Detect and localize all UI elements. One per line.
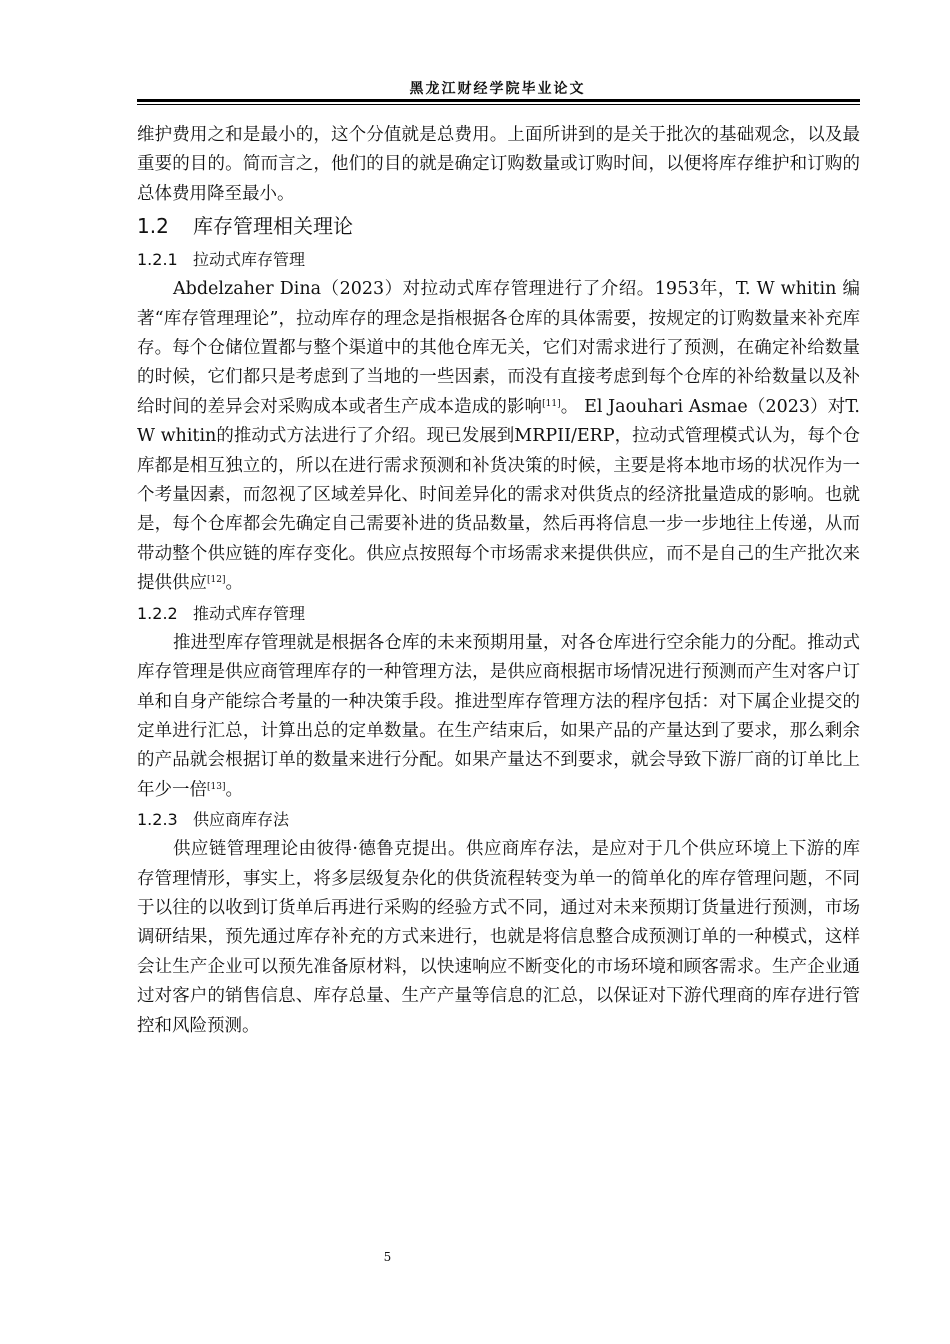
section-title: 库存管理相关理论 bbox=[193, 214, 353, 239]
running-header-title: 黑龙江财经学院毕业论文 bbox=[409, 81, 586, 97]
header-rule-thick bbox=[137, 99, 860, 102]
paragraph-pull-inventory bbox=[137, 275, 860, 598]
paragraph-push-inventory bbox=[137, 629, 860, 805]
citation-11: [11] bbox=[542, 398, 561, 409]
paragraph-vendor-inventory: 供应链管理理论由彼得·德鲁克提出。供应商库存法，是应对于几个供应环境上下游的库存管理情形，事实上，将多层级复杂化的供货流程转变为单一的简单化的库存管理问题，不同于以往的以收到订货单后再进行采购的经验方式不同，通过对未来预期订货量进行预测，市场调研结果，预先通过库存补充的方式来进行，也就是将信息整合成预测订单的一种模式，这样会让生产企业可以预先准备原材料，以快速响应不断变化的市场环境和顾客需求。生产企业通过对客户的销售信息、库存总量、生产产量等信息的汇总，以保证对下游代理商的库存进行管控和风险预测。 bbox=[137, 839, 860, 1036]
intro-paragraph: 维护费用之和是最小的，这个分值就是总费用。上面所讲到的是关于批次的基础观念，以及最重要的目的。简而言之，他们的目的就是确定订购数量或订购时间，以便将库存维护和订购的总体费用降至最小。 bbox=[137, 125, 860, 204]
subsection-number: 1.2.2 bbox=[137, 603, 178, 623]
paragraph-text: 。 bbox=[225, 779, 243, 800]
subsection-number: 1.2.1 bbox=[137, 250, 178, 270]
header-rule-thin bbox=[137, 104, 860, 105]
citation-13: [13] bbox=[207, 781, 226, 792]
paragraph-text: Abdelzaher Dina（2023）对拉动式库存管理进行了介绍。1953年，T. W whitin 编著“库存管理理论”，拉动库存的理念是指根据各仓库的具体需要，按规定的订购数量来补充库存。每个仓储位置都与整个渠道中的其他仓库无关，它们对需求进行了预测，在确定补给数量的时候，它们都只是考虑到了当地的一些因素，而没有直接考虑到每个仓库的补给数量以及补给时间的差异会对采购成本或者生产成本造成的影响 bbox=[137, 279, 860, 417]
citation-12: [12] bbox=[207, 575, 226, 586]
paragraph-text: 推进型库存管理就是根据各仓库的未来预期用量，对各仓库进行空余能力的分配。推动式库存管理是供应商管理库存的一种管理方法，是供应商根据市场情况进行预测而产生对客户订单和自身产能综合考量的一种决策手段。推进型库存管理方法的程序包括：对下属企业提交的定单进行汇总，计算出总的定单数量。在生产结束后，如果产品的产量达到了要求，那么剩余的产品就会根据订单的数量来进行分配。如果产量达不到要求，就会导致下游厂商的订单比上年少一倍 bbox=[137, 632, 860, 800]
subsection-heading-1-2-1 bbox=[137, 245, 860, 275]
subsection-title: 推动式库存管理 bbox=[193, 603, 306, 623]
page-number: 5 bbox=[383, 1250, 392, 1264]
section-heading-1-2 bbox=[137, 211, 860, 241]
page-body bbox=[137, 121, 860, 1041]
paragraph-text: 。 bbox=[225, 573, 243, 594]
subsection-heading-1-2-3 bbox=[137, 805, 860, 835]
subsection-title: 供应商库存法 bbox=[193, 810, 290, 830]
subsection-title: 拉动式库存管理 bbox=[193, 250, 306, 270]
section-number: 1.2 bbox=[137, 214, 169, 239]
subsection-heading-1-2-2 bbox=[137, 599, 860, 629]
subsection-number: 1.2.3 bbox=[137, 810, 178, 830]
paragraph-text: 。 El Jaouhari Asmae（2023）对T. W whitin的推动式方法进行了介绍。现已发展到MRPII/ERP，拉动式管理模式认为，每个仓库都是相互独立的，所以在进行需求预测和补货决策的时候，主要是将本地市场的状况作为一个考量因素，而忽视了区域差异化、时间差异化的需求对供货点的经济批量造成的影响。也就是，每个仓库都会先确定自己需要补进的货品数量，然后再将信息一步一步地往上传递，从而带动整个供应链的库存变化。供应点按照每个市场需求来提供供应，而不是自己的生产批次来提供供应 bbox=[137, 396, 860, 594]
